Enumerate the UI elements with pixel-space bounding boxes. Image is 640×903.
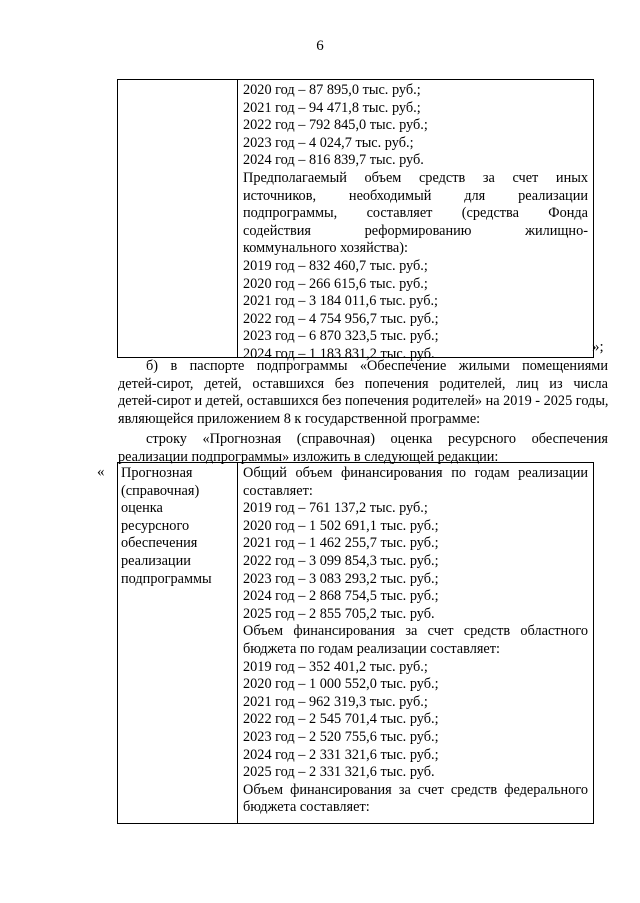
total-title: составляет: — [243, 482, 313, 499]
funding-line: 2023 год – 3 083 293,2 тыс. руб.; — [243, 570, 439, 587]
row-label-line: обеспечения — [121, 535, 198, 552]
funding-line: 2021 год – 94 471,8 тыс. руб.; — [243, 99, 421, 116]
funding-line: 2020 год – 87 895,0 тыс. руб.; — [243, 82, 421, 98]
other-sources-text: содействия реформированию жилищно- — [243, 222, 588, 239]
paragraph-line: детей-сирот и детей, оставшихся без попечения родителей» на 2019 - 2025 годы, — [118, 393, 609, 410]
funding-line: 2020 год – 266 615,6 тыс. руб.; — [243, 275, 428, 292]
funding-line: 2021 год – 962 319,3 тыс. руб.; — [243, 693, 428, 710]
table-left-cell — [118, 80, 238, 357]
row-label — [121, 465, 212, 588]
closing-quote: »; — [592, 339, 604, 355]
row-label-line: оценка — [121, 500, 163, 517]
funding-line: 2019 год – 352 401,2 тыс. руб.; — [243, 658, 428, 675]
funding-line: 2022 год – 2 545 701,4 тыс. руб.; — [243, 711, 439, 728]
funding-line: 2022 год – 3 099 854,3 тыс. руб.; — [243, 552, 439, 569]
table-resource-estimate — [117, 462, 594, 824]
funding-line: 2020 год – 1 502 691,1 тыс. руб.; — [243, 517, 439, 534]
paragraph-c — [118, 431, 608, 466]
total-title: Общий объем финансирования по годам реализации — [243, 465, 588, 481]
row-label-line: (справочная) — [121, 482, 200, 499]
paragraph-line: строку «Прогнозная (справочная) оценка ресурсного обеспечения — [146, 431, 608, 447]
regional-title: бюджета по годам реализации составляет: — [243, 640, 500, 657]
funding-line: 2024 год – 816 839,7 тыс. руб. — [243, 152, 424, 169]
funding-line: 2019 год – 832 460,7 тыс. руб.; — [243, 257, 428, 274]
funding-line: 2024 год – 2 868 754,5 тыс. руб.; — [243, 588, 439, 605]
other-sources-text: подпрограммы, составляет (средства Фонда — [243, 205, 588, 222]
funding-line: 2021 год – 3 184 011,6 тыс. руб.; — [243, 293, 439, 310]
regional-title: Объем финансирования за счет средств областного — [243, 623, 588, 640]
federal-title: бюджета составляет: — [243, 799, 370, 816]
table-continuation — [117, 79, 594, 362]
row-label-line: подпрограммы — [121, 570, 212, 587]
paragraph-line: б) в паспорте подпрограммы «Обеспечение жилыми помещениями — [146, 358, 608, 374]
paragraph-line: являющейся приложением 8 к государственной программе: — [118, 410, 481, 427]
row-label-line: реализации — [121, 552, 191, 569]
funding-line: 2023 год – 4 024,7 тыс. руб.; — [243, 134, 414, 151]
opening-quote: « — [97, 464, 105, 480]
other-sources-text: коммунального хозяйства): — [243, 240, 409, 257]
paragraph-b — [118, 358, 608, 428]
other-sources-text: Предполагаемый объем средств за счет иных — [243, 169, 588, 186]
table-right-cell — [243, 465, 588, 817]
other-sources-text: источников, необходимый для реализации — [243, 187, 588, 204]
funding-line: 2024 год – 2 331 321,6 тыс. руб.; — [243, 746, 439, 763]
paragraph-line: реализации подпрограммы» изложить в следующей редакции: — [118, 448, 499, 465]
funding-line: 2022 год – 4 754 956,7 тыс. руб.; — [243, 310, 439, 327]
federal-title: Объем финансирования за счет средств федерального — [243, 781, 588, 798]
funding-line: 2025 год – 2 855 705,2 тыс. руб. — [243, 605, 435, 622]
funding-line: 2023 год – 2 520 755,6 тыс. руб.; — [243, 728, 439, 745]
row-label-line: Прогнозная — [121, 465, 193, 481]
funding-line: 2019 год – 761 137,2 тыс. руб.; — [243, 500, 428, 517]
funding-line: 2020 год – 1 000 552,0 тыс. руб.; — [243, 676, 439, 693]
table-right-cell — [243, 82, 588, 364]
paragraph-line: детей-сирот, детей, оставшихся без попечения родителей, лиц из числа — [118, 375, 608, 392]
page-number: 6 — [316, 38, 324, 54]
funding-line: 2021 год – 1 462 255,7 тыс. руб.; — [243, 535, 439, 552]
table-left-cell — [118, 463, 238, 823]
funding-line: 2022 год – 792 845,0 тыс. руб.; — [243, 117, 428, 134]
row-label-line: ресурсного — [121, 517, 190, 534]
funding-line: 2024 год – 1 183 831,2 тыс. руб. — [243, 345, 435, 362]
funding-line: 2023 год – 6 870 323,5 тыс. руб.; — [243, 328, 439, 345]
funding-line: 2025 год – 2 331 321,6 тыс. руб. — [243, 764, 435, 781]
